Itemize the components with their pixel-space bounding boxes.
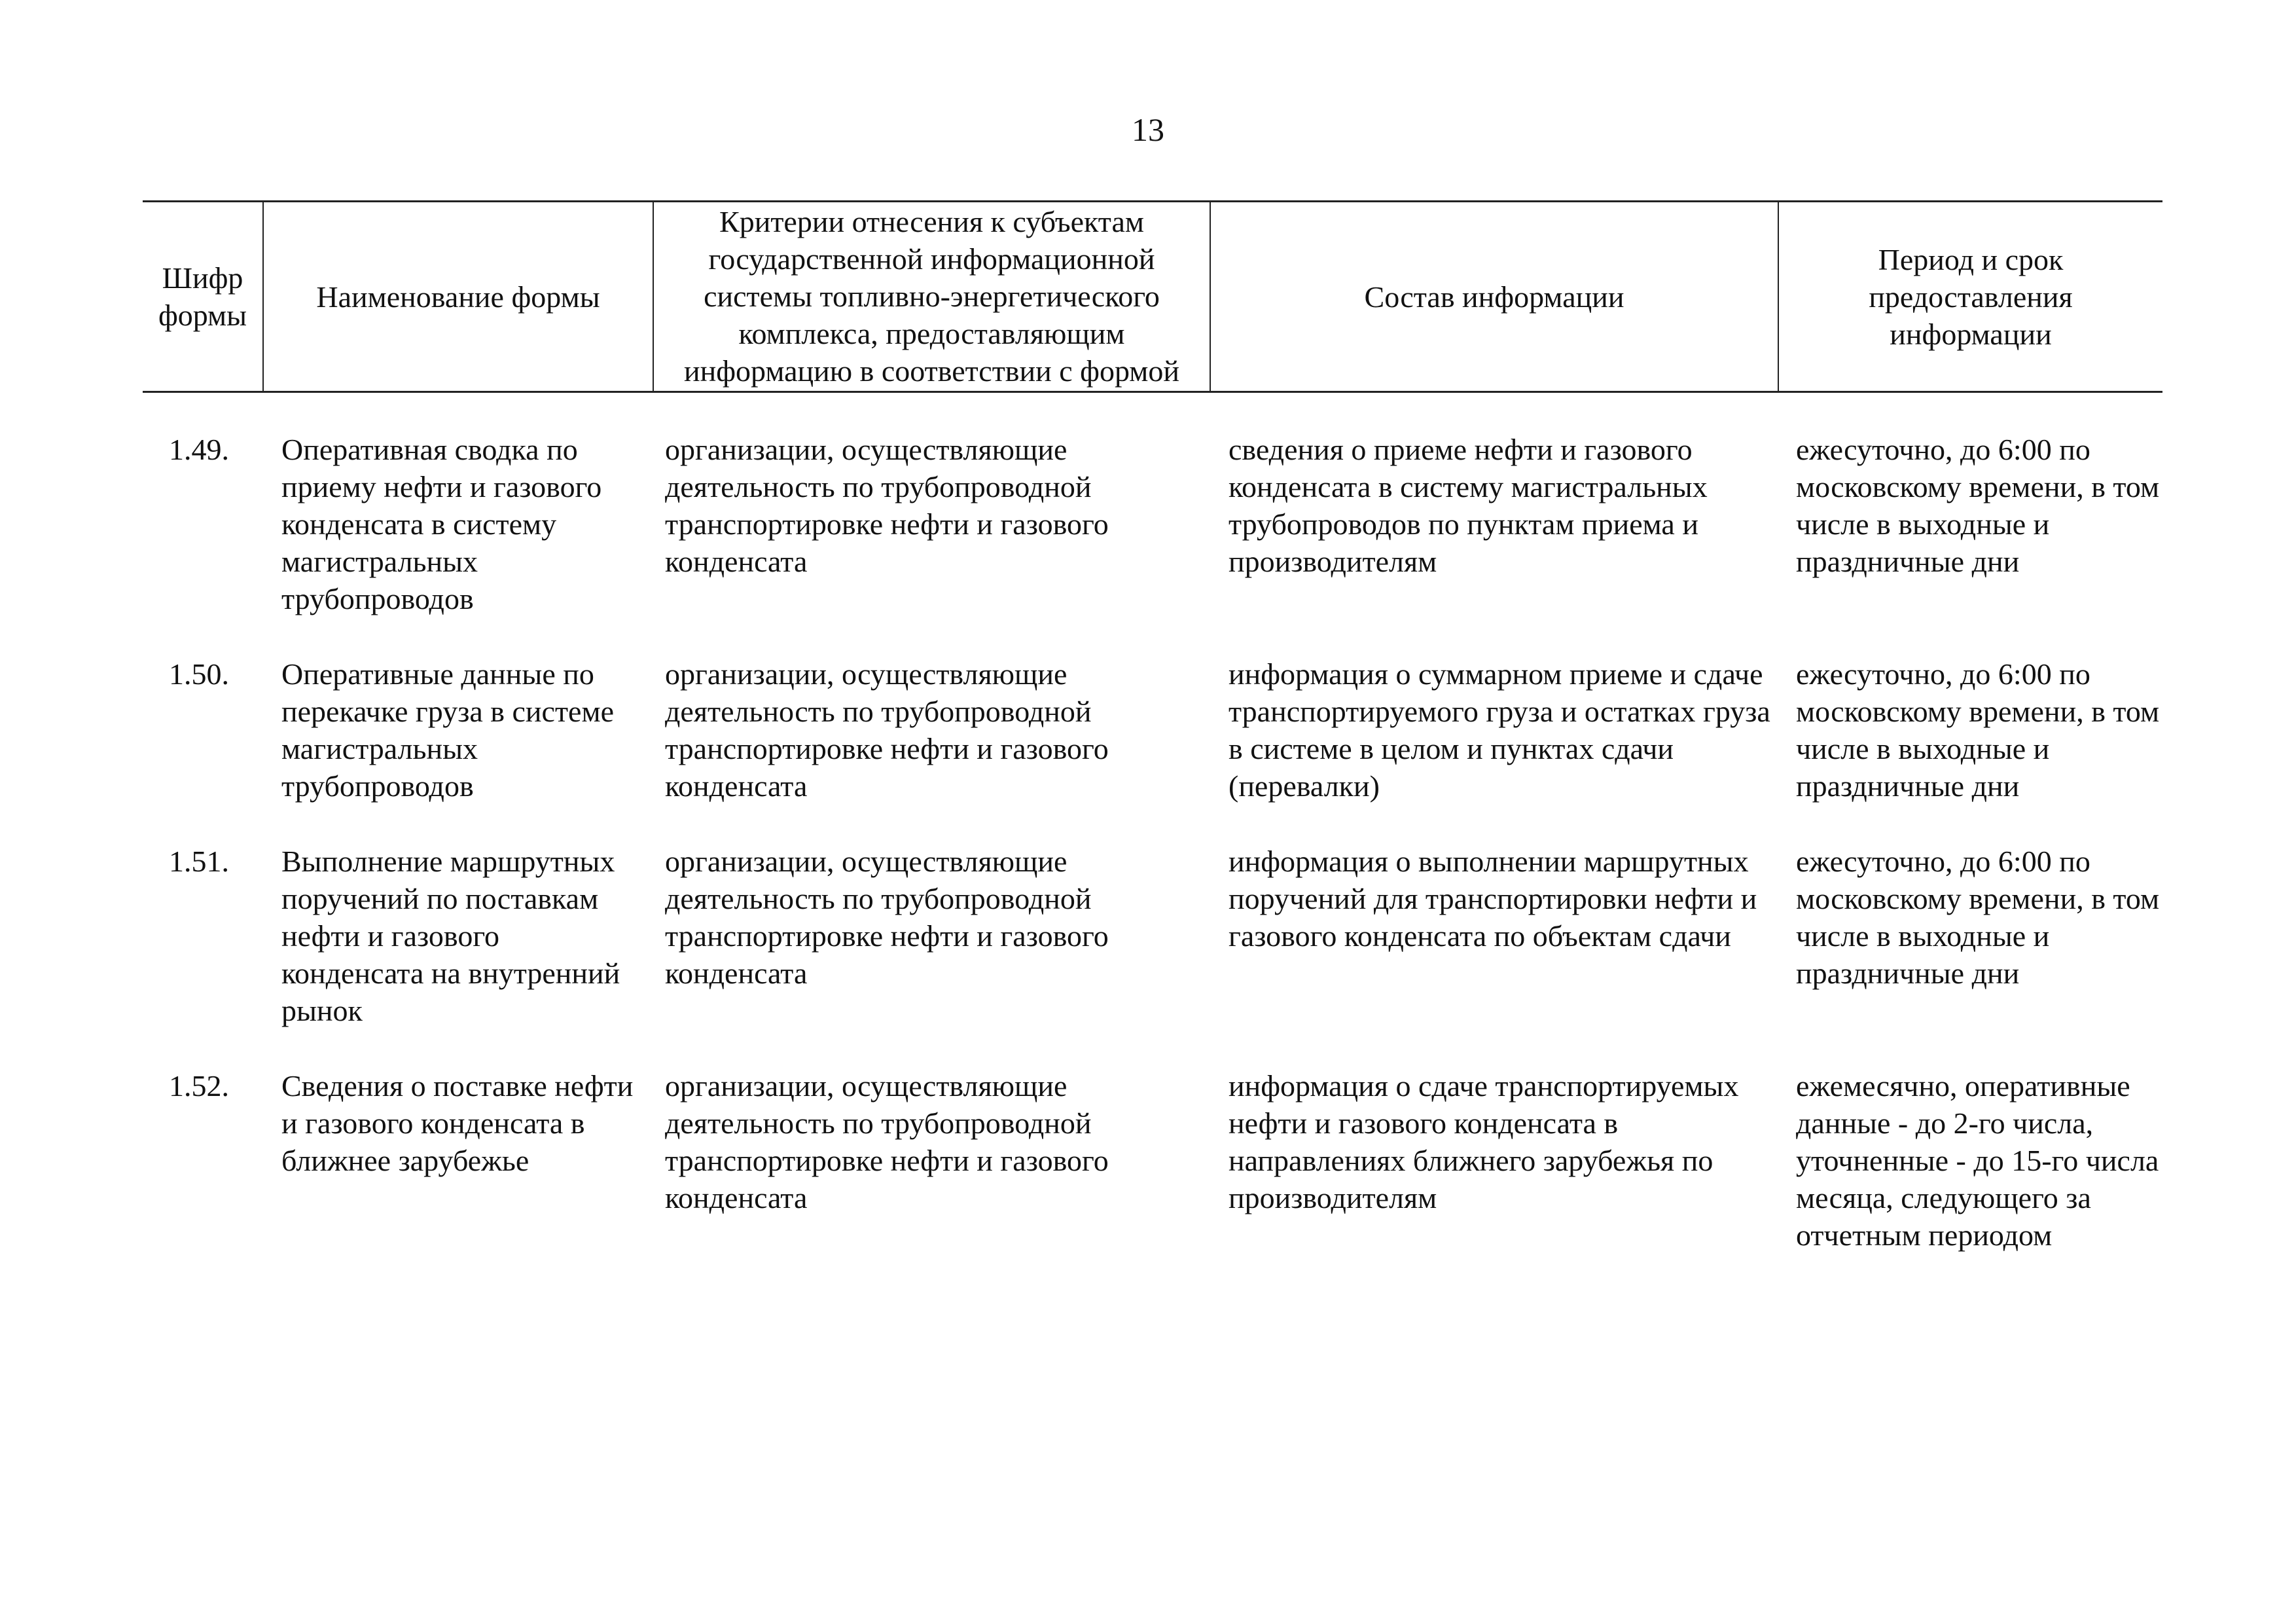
table-row	[143, 655, 2162, 843]
cell-code: 1.50.	[169, 657, 229, 691]
header-code: Шифр формы	[143, 202, 263, 392]
table-body	[143, 392, 2162, 1292]
cell-period: ежесуточно, до 6:00 по московскому времени, в том числе в выходные и праздничные дни	[1796, 433, 2160, 578]
cell-name: Оперативная сводка по приему нефти и газового конденсата в систему магистральных трубопроводов	[281, 433, 602, 615]
header-criteria: Критерии отнесения к субъектам государственной информационной системы топливно-энергетического комплекса, предоставляющим информацию в соответствии с формой	[653, 202, 1210, 392]
header-period: Период и срок предоставления информации	[1778, 202, 2162, 392]
cell-info: информация о выполнении маршрутных поручений для транспортировки нефти и газового конденсата по объектам сдачи	[1229, 845, 1757, 953]
table-header	[143, 202, 2162, 392]
table-row	[143, 392, 2162, 656]
cell-info: сведения о приеме нефти и газового конденсата в систему магистральных трубопроводов по пунктам приема и производителям	[1229, 433, 1708, 578]
cell-period: ежесуточно, до 6:00 по московскому времени, в том числе в выходные и праздничные дни	[1796, 845, 2160, 990]
cell-info: информация о сдаче транспортируемых нефти и газового конденсата в направлениях ближнего зарубежья по производителям	[1229, 1069, 1739, 1214]
cell-period: ежемесячно, оперативные данные - до 2-го числа, уточненные - до 15-го числа месяца, следующего за отчетным периодом	[1796, 1069, 2159, 1252]
header-row	[143, 202, 2162, 392]
cell-criteria: организации, осуществляющие деятельность по трубопроводной транспортировке нефти и газового конденсата	[665, 657, 1109, 803]
header-info: Состав информации	[1210, 202, 1778, 392]
cell-criteria: организации, осуществляющие деятельность по трубопроводной транспортировке нефти и газового конденсата	[665, 845, 1109, 990]
cell-info: информация о суммарном приеме и сдаче транспортируемого груза и остатках груза в системе в целом и пунктах сдачи (перевалки)	[1229, 657, 1770, 803]
header-name: Наименование формы	[263, 202, 653, 392]
table-row	[143, 1067, 2162, 1292]
cell-criteria: организации, осуществляющие деятельность по трубопроводной транспортировке нефти и газового конденсата	[665, 1069, 1109, 1214]
cell-code: 1.51.	[169, 845, 229, 878]
cell-name: Оперативные данные по перекачке груза в системе магистральных трубопроводов	[281, 657, 614, 803]
cell-period: ежесуточно, до 6:00 по московскому времени, в том числе в выходные и праздничные дни	[1796, 657, 2160, 803]
cell-code: 1.52.	[169, 1069, 229, 1103]
cell-name: Сведения о поставке нефти и газового конденсата в ближнее зарубежье	[281, 1069, 634, 1177]
cell-name: Выполнение маршрутных поручений по поставкам нефти и газового конденсата на внутренний рынок	[281, 845, 620, 1027]
forms-table	[143, 200, 2162, 1292]
cell-code: 1.49.	[169, 433, 229, 466]
table-row	[143, 843, 2162, 1067]
cell-criteria: организации, осуществляющие деятельность по трубопроводной транспортировке нефти и газового конденсата	[665, 433, 1109, 578]
page-number: 13	[1132, 111, 1164, 148]
